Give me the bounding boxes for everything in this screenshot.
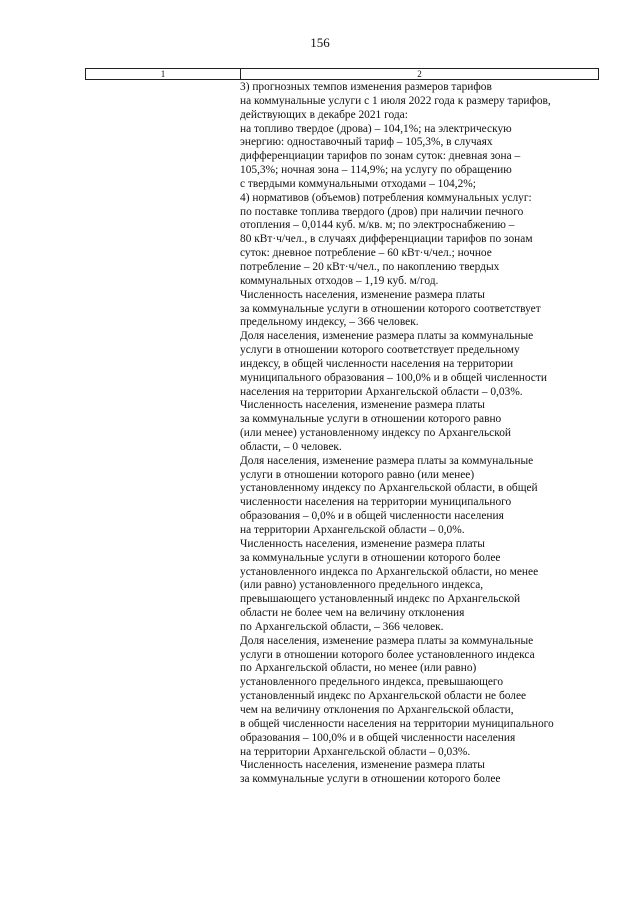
text-line: услуги в отношении которого равно (или менее) (240, 468, 475, 481)
text-line: потребление – 20 кВт·ч/чел., по накоплению твердых (240, 260, 500, 273)
text-line: коммунальных отходов – 1,19 куб. м/год. (240, 274, 439, 287)
text-line: Численность населения, изменение размера платы (240, 537, 485, 550)
text-line: установленный индекс по Архангельской области не более (240, 690, 527, 703)
text-line: на коммунальные услуги с 1 июля 2022 года к размеру тарифов, (240, 94, 551, 107)
text-line: на территории Архангельской области – 0,03%. (240, 745, 471, 758)
text-line: муниципального образования – 100,0% и в общей численности (240, 371, 547, 384)
document-text-column (240, 81, 610, 787)
text-line: за коммунальные услуги в отношении которого равно (240, 413, 502, 426)
text-line: по поставке топлива твердого (дров) при наличии печного (240, 205, 524, 218)
text-line: на топливо твердое (дрова) – 104,1%; на электрическую (240, 122, 512, 135)
text-line: установленного предельного индекса, превышающего (240, 676, 504, 689)
text-line: на территории Архангельской области – 0,0%. (240, 524, 465, 536)
text-line: за коммунальные услуги в отношении которого соответствует (240, 302, 541, 315)
text-line: услуги в отношении которого более установленного индекса (240, 648, 535, 661)
text-line: (или менее) установленному индексу по Архангельской (240, 427, 511, 440)
text-line: отопления – 0,0144 куб. м/кв. м; по электроснабжению – (240, 219, 515, 232)
text-line: Доля населения, изменение размера платы за коммунальные (240, 454, 534, 467)
text-line: установленного индекса по Архангельской области, но менее (240, 565, 539, 578)
text-line: (или равно) установленного предельного индекса, (240, 579, 484, 592)
text-line: по Архангельской области, – 366 человек. (240, 620, 444, 633)
text-line: индексу, в общей численности населения на территории (240, 357, 514, 370)
text-line: превышающего установленный индекс по Архангельской (240, 593, 521, 606)
text-line: области не более чем на величину отклонения (240, 607, 465, 620)
text-line: 80 кВт·ч/чел., в случаях дифференциации тарифов по зонам (240, 233, 533, 246)
text-line: области, – 0 человек. (240, 440, 342, 453)
text-line: с твердыми коммунальными отходами – 104,2%; (240, 177, 476, 190)
page-number: 156 (310, 35, 330, 50)
text-line: установленному индексу по Архангельской области, в общей (240, 482, 538, 495)
table-header-row (85, 68, 599, 80)
text-line: по Архангельской области, но менее (или равно) (240, 662, 477, 675)
text-line: образования – 0,0% и в общей численности населения (240, 510, 504, 523)
text-line: образования – 100,0% и в общей численности населения (240, 731, 516, 744)
text-line: 3) прогнозных темпов изменения размеров тарифов (240, 81, 492, 93)
text-line: Доля населения, изменение размера платы за коммунальные (240, 634, 534, 647)
table-header-col-2: 2 (417, 69, 422, 79)
text-line: за коммунальные услуги в отношении которого более (240, 773, 501, 786)
text-line: в общей численности населения на территории муниципального (240, 717, 554, 730)
text-line: 4) нормативов (объемов) потребления коммунальных услуг: (240, 191, 532, 204)
text-line: суток: дневное потребление – 60 кВт·ч/чел.; ночное (240, 247, 492, 260)
text-line: услуги в отношении которого соответствует предельному (240, 344, 520, 357)
text-line: 105,3%; ночная зона – 114,9%; на услугу по обращению (240, 164, 512, 177)
table-header-col-1: 1 (86, 69, 241, 79)
text-line: численности населения на территории муниципального (240, 496, 512, 509)
text-line: населения на территории Архангельской области – 0,03%. (240, 385, 523, 398)
text-line: Численность населения, изменение размера платы (240, 399, 485, 412)
text-line: дифференциации тарифов по зонам суток: дневная зона – (240, 150, 521, 163)
text-line: чем на величину отклонения по Архангельской области, (240, 703, 514, 716)
text-line: энергию: одноставочный тариф – 105,3%, в случаях (240, 136, 493, 149)
text-line: Численность населения, изменение размера платы (240, 288, 485, 301)
text-line: действующих в декабре 2021 года: (240, 108, 408, 121)
text-line: предельному индексу, – 366 человек. (240, 316, 419, 329)
text-line: за коммунальные услуги в отношении которого более (240, 551, 501, 564)
text-line: Численность населения, изменение размера платы (240, 759, 485, 772)
text-line: Доля населения, изменение размера платы за коммунальные (240, 330, 534, 343)
